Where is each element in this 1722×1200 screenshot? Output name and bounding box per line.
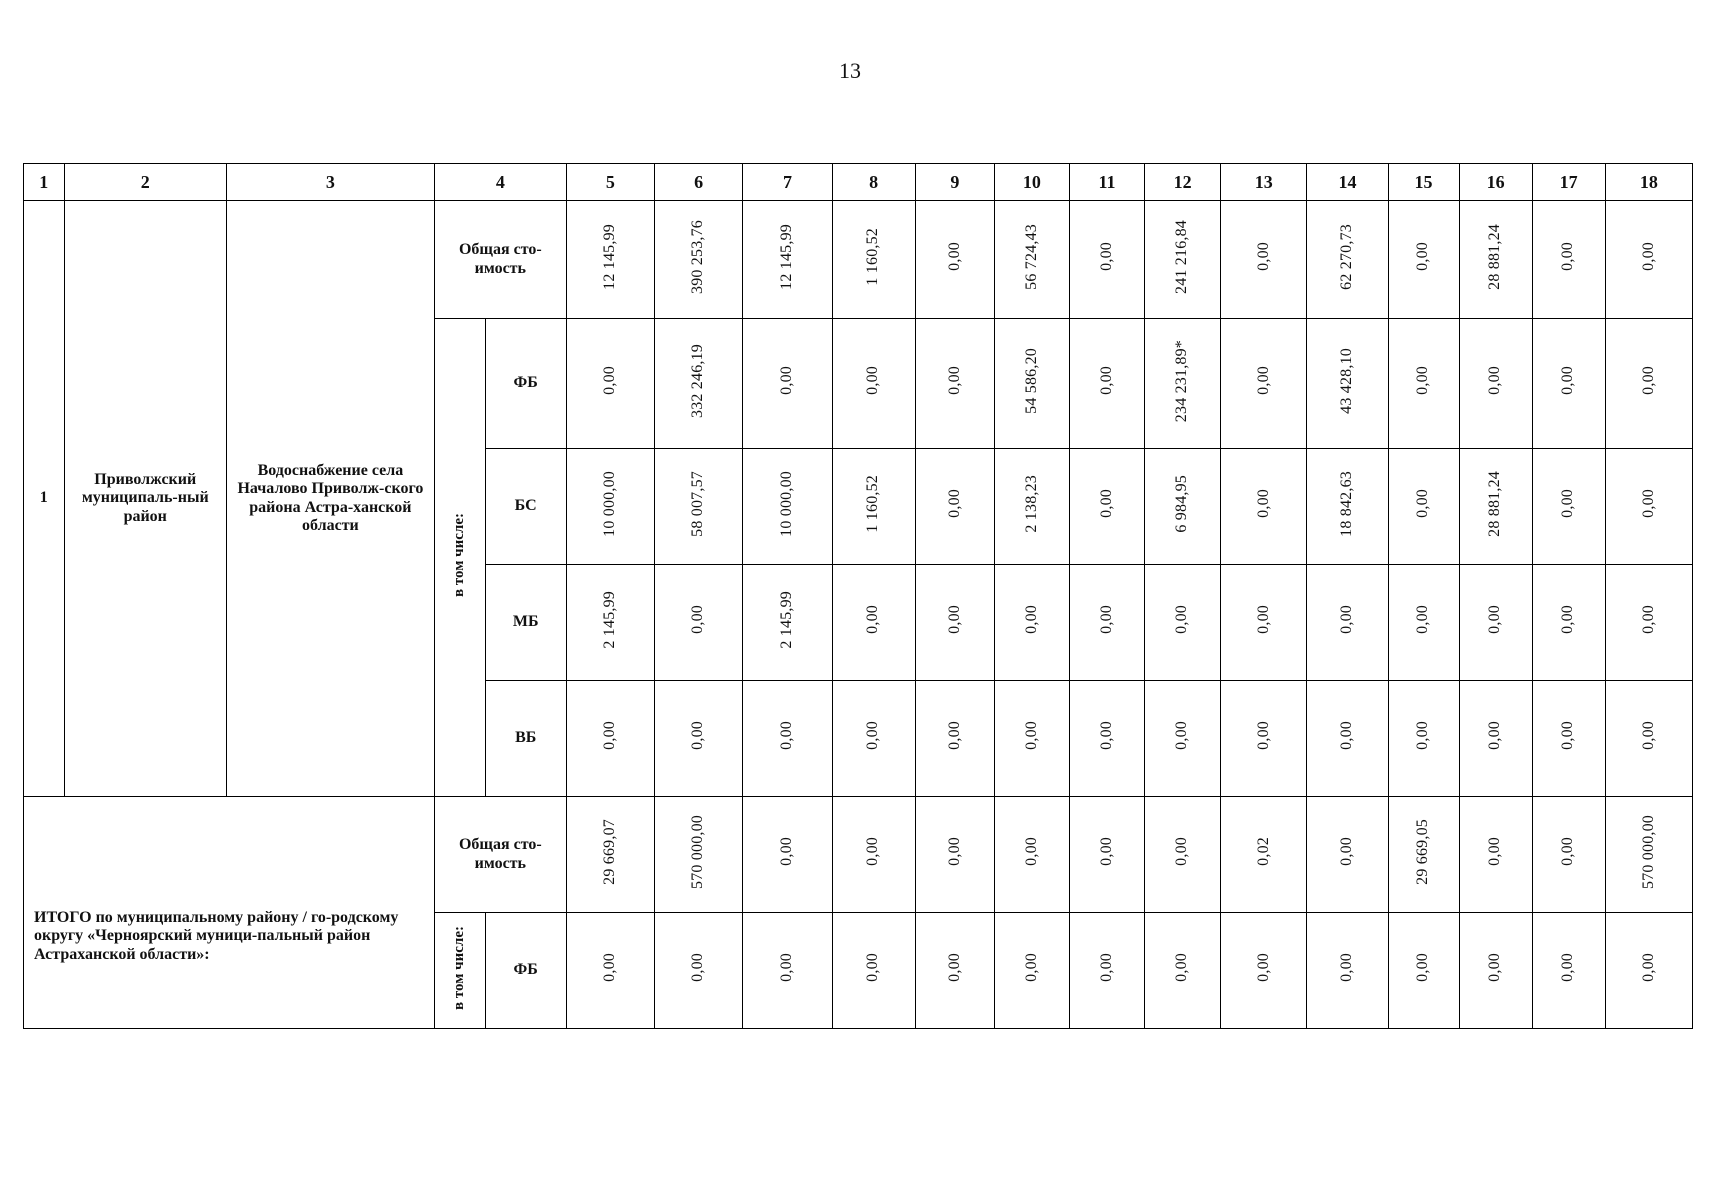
itogo-fb-value-text: 0,00 — [945, 953, 963, 983]
budget-value-text: 332 246,19 — [689, 343, 707, 418]
budget-value-text: 0,00 — [864, 366, 882, 396]
itogo-fb-value — [1605, 913, 1692, 1029]
itogo-fb-value — [655, 913, 743, 1029]
budget-source-label — [485, 681, 566, 797]
budget-value-text: 0,00 — [1338, 721, 1356, 751]
itogo-fb-value-text: 0,00 — [1254, 953, 1272, 983]
budget-value — [1145, 319, 1221, 449]
budget-value — [1532, 319, 1605, 449]
budget-value-text: 0,00 — [1486, 721, 1504, 751]
itogo-fb-value — [1532, 913, 1605, 1029]
budget-source-label — [485, 319, 566, 449]
total-value-text: 0,00 — [1254, 242, 1272, 272]
row-number-text: 1 — [39, 489, 48, 507]
budget-value-text: 0,00 — [864, 721, 882, 751]
budget-value — [832, 319, 915, 449]
itogo-fb-value-text: 0,00 — [864, 953, 882, 983]
header-cell-text: 11 — [1098, 171, 1116, 192]
budget-source-label-text: МБ — [512, 613, 539, 631]
total-value — [994, 201, 1069, 319]
header-cell — [832, 164, 915, 201]
budget-value-text: 0,00 — [945, 605, 963, 635]
total-value — [1221, 201, 1307, 319]
header-cell-text: 10 — [1022, 171, 1041, 192]
budget-value-text: 0,00 — [601, 366, 619, 396]
itogo-fb-value — [743, 913, 832, 1029]
total-value-text: 390 253,76 — [689, 219, 707, 294]
budget-value — [1307, 565, 1388, 681]
budget-value-text: 0,00 — [864, 605, 882, 635]
budget-value — [1459, 319, 1532, 449]
budget-value — [1307, 319, 1388, 449]
itogo-fb-value — [566, 913, 654, 1029]
header-cell — [1145, 164, 1221, 201]
budget-value — [1221, 565, 1307, 681]
header-cell-text: 15 — [1414, 171, 1433, 192]
total-value — [743, 201, 832, 319]
itogo-total-value — [655, 797, 743, 913]
header-cell — [1221, 164, 1307, 201]
itogo-fb-value — [1307, 913, 1388, 1029]
total-value — [566, 201, 654, 319]
budget-value — [655, 319, 743, 449]
itogo-fb-label-text: ФБ — [513, 961, 538, 979]
budget-value-text: 0,00 — [945, 489, 963, 519]
itogo-total-value — [1605, 797, 1692, 913]
budget-value — [1459, 681, 1532, 797]
budget-source-label-text: БС — [514, 497, 537, 515]
header-cell — [226, 164, 434, 201]
itogo-total-value — [743, 797, 832, 913]
budget-value-text: 6 984,95 — [1173, 475, 1191, 533]
budget-value — [1221, 681, 1307, 797]
budget-value-text: 0,00 — [1639, 489, 1657, 519]
header-cell-text: 13 — [1254, 171, 1273, 192]
budget-value — [1221, 319, 1307, 449]
total-value — [832, 201, 915, 319]
budget-value — [1532, 449, 1605, 565]
budget-source-label-text: ФБ — [513, 374, 538, 392]
budget-value-text: 2 145,99 — [778, 591, 796, 649]
budget-value — [1069, 681, 1144, 797]
total-value — [915, 201, 994, 319]
budget-value — [1388, 565, 1459, 681]
header-cell — [915, 164, 994, 201]
itogo-fb-value-text: 0,00 — [1559, 953, 1577, 983]
itogo-fb-value — [1069, 913, 1144, 1029]
itogo-total-value — [832, 797, 915, 913]
header-cell-text: 2 — [140, 171, 150, 192]
itogo-total-value-text: 0,00 — [1173, 837, 1191, 867]
budget-value-text: 0,00 — [1639, 721, 1657, 751]
budget-value — [994, 319, 1069, 449]
budget-value-text: 0,00 — [778, 721, 796, 751]
total-value-text: 12 145,99 — [601, 223, 619, 290]
budget-value-text: 0,00 — [1173, 605, 1191, 635]
budget-value — [1221, 449, 1307, 565]
itogo-fb-value-text: 0,00 — [689, 953, 707, 983]
header-cell-text: 3 — [325, 171, 335, 192]
itogo-fb-value-text: 0,00 — [601, 953, 619, 983]
budget-value — [994, 449, 1069, 565]
budget-value — [743, 319, 832, 449]
header-cell — [1069, 164, 1144, 201]
budget-value — [1532, 681, 1605, 797]
including-label — [434, 319, 485, 797]
budget-value — [743, 681, 832, 797]
budget-value — [1605, 565, 1692, 681]
budget-value-text: 0,00 — [1559, 721, 1577, 751]
total-value-text: 56 724,43 — [1022, 223, 1040, 290]
budget-value-text: 54 586,20 — [1022, 347, 1040, 414]
header-cell-text: 14 — [1338, 171, 1357, 192]
header-cell-text: 12 — [1173, 171, 1192, 192]
budget-value — [994, 565, 1069, 681]
budget-value-text: 0,00 — [778, 366, 796, 396]
itogo-fb-value-text: 0,00 — [1486, 953, 1504, 983]
budget-value-text: 28 881,24 — [1486, 470, 1504, 537]
budget-value-text: 0,00 — [1254, 366, 1272, 396]
itogo-total-value — [1459, 797, 1532, 913]
itogo-including-label — [434, 913, 485, 1029]
budget-value — [832, 681, 915, 797]
page-number: 13 — [839, 58, 861, 83]
header-cell-text: 18 — [1639, 171, 1658, 192]
header-cell — [64, 164, 226, 201]
header-cell — [1605, 164, 1692, 201]
itogo-fb-value-text: 0,00 — [1173, 953, 1191, 983]
budget-value-text: 2 145,99 — [601, 591, 619, 649]
header-cell — [743, 164, 832, 201]
itogo-fb-value-text: 0,00 — [778, 953, 796, 983]
budget-value — [1388, 449, 1459, 565]
itogo-total-value — [994, 797, 1069, 913]
budget-value-text: 0,00 — [1414, 366, 1432, 396]
total-value-text: 0,00 — [1639, 242, 1657, 272]
budget-value — [566, 565, 654, 681]
header-cell-text: 9 — [950, 171, 960, 192]
budget-value-text: 0,00 — [1559, 366, 1577, 396]
itogo-total-value — [1221, 797, 1307, 913]
object-name-text: Водоснабжение села Началово Приволж-ского района Астра-ханской области — [237, 461, 424, 534]
total-value-text: 0,00 — [945, 242, 963, 272]
budget-value-text: 10 000,00 — [778, 470, 796, 537]
budget-table — [23, 163, 1693, 1029]
budget-value-text: 0,00 — [1338, 605, 1356, 635]
itogo-fb-value — [915, 913, 994, 1029]
budget-value — [1388, 319, 1459, 449]
budget-value — [1605, 681, 1692, 797]
total-value — [655, 201, 743, 319]
header-cell — [1459, 164, 1532, 201]
itogo-total-value — [1145, 797, 1221, 913]
budget-value — [743, 565, 832, 681]
itogo-label-text: ИТОГО по муниципальному району / го-родскому округу «Черноярский муници-пальный район Астраханской области»: — [34, 908, 399, 963]
itogo-total-value — [915, 797, 994, 913]
budget-value — [1605, 319, 1692, 449]
object-name — [226, 201, 434, 797]
budget-value-text: 0,00 — [1097, 366, 1115, 396]
budget-value — [832, 449, 915, 565]
header-cell-text: 4 — [495, 171, 505, 192]
itogo-fb-value-text: 0,00 — [1097, 953, 1115, 983]
budget-value — [655, 565, 743, 681]
header-cell — [994, 164, 1069, 201]
itogo-total-value-text: 0,02 — [1254, 837, 1272, 867]
total-value-text: 12 145,99 — [778, 223, 796, 290]
budget-value-text: 0,00 — [1097, 489, 1115, 519]
budget-value — [915, 319, 994, 449]
total-cost-label — [434, 201, 566, 319]
budget-value-text: 0,00 — [1022, 605, 1040, 635]
budget-value — [655, 449, 743, 565]
itogo-total-value — [1069, 797, 1144, 913]
header-cell-text: 7 — [782, 171, 792, 192]
budget-value — [566, 681, 654, 797]
itogo-fb-value — [994, 913, 1069, 1029]
budget-value — [566, 319, 654, 449]
itogo-total-value-text: 0,00 — [1022, 837, 1040, 867]
budget-value-text: 0,00 — [1559, 489, 1577, 519]
total-value — [1307, 201, 1388, 319]
itogo-total-value-text: 0,00 — [945, 837, 963, 867]
budget-value — [832, 565, 915, 681]
itogo-total-value — [566, 797, 654, 913]
budget-value-text: 0,00 — [689, 721, 707, 751]
header-cell — [1532, 164, 1605, 201]
budget-value — [915, 565, 994, 681]
budget-value — [994, 681, 1069, 797]
header-cell-text: 1 — [39, 171, 49, 192]
itogo-total-value — [1307, 797, 1388, 913]
header-cell-text: 6 — [694, 171, 704, 192]
itogo-total-value-text: 0,00 — [778, 837, 796, 867]
header-cell-text: 16 — [1486, 171, 1505, 192]
itogo-label — [24, 797, 435, 1029]
budget-value — [1605, 449, 1692, 565]
header-cell — [434, 164, 566, 201]
table-row — [24, 201, 1693, 319]
budget-value — [1459, 565, 1532, 681]
budget-value-text: 0,00 — [1639, 366, 1657, 396]
budget-value-text: 0,00 — [1486, 366, 1504, 396]
budget-value-text: 0,00 — [1097, 721, 1115, 751]
budget-value-text: 0,00 — [1639, 605, 1657, 635]
budget-value — [566, 449, 654, 565]
budget-value — [1145, 681, 1221, 797]
itogo-total-cost-label-text: Общая сто-имость — [458, 836, 542, 872]
budget-value — [1145, 565, 1221, 681]
itogo-total-value — [1532, 797, 1605, 913]
budget-value — [1307, 681, 1388, 797]
itogo-fb-value-text: 0,00 — [1414, 953, 1432, 983]
budget-value-text: 18 842,63 — [1338, 470, 1356, 537]
itogo-total-value-text: 570 000,00 — [689, 814, 707, 889]
total-value — [1388, 201, 1459, 319]
header-row — [24, 164, 1693, 201]
itogo-total-value-text: 29 669,05 — [1414, 818, 1432, 885]
itogo-total-cost-label — [434, 797, 566, 913]
header-cell — [1388, 164, 1459, 201]
total-value-text: 241 216,84 — [1173, 219, 1191, 294]
itogo-fb-value-text: 0,00 — [1639, 953, 1657, 983]
budget-value-text: 0,00 — [601, 721, 619, 751]
itogo-fb-value — [1459, 913, 1532, 1029]
itogo-total-value — [1388, 797, 1459, 913]
header-cell — [1307, 164, 1388, 201]
budget-value-text: 10 000,00 — [601, 470, 619, 537]
budget-value-text: 0,00 — [1414, 489, 1432, 519]
budget-value-text: 0,00 — [945, 721, 963, 751]
district-name-text: Приволжский муниципаль-ный район — [81, 470, 209, 525]
budget-value-text: 0,00 — [1254, 721, 1272, 751]
total-value — [1532, 201, 1605, 319]
budget-value — [915, 681, 994, 797]
budget-value-text: 2 138,23 — [1022, 475, 1040, 533]
itogo-fb-value — [1145, 913, 1221, 1029]
itogo-fb-value — [832, 913, 915, 1029]
budget-source-label — [485, 449, 566, 565]
budget-value-text: 0,00 — [1414, 605, 1432, 635]
budget-value-text: 1 160,52 — [864, 475, 882, 533]
budget-value — [1069, 449, 1144, 565]
budget-value — [1069, 319, 1144, 449]
budget-value-text: 58 007,57 — [689, 470, 707, 537]
budget-value-text: 0,00 — [1559, 605, 1577, 635]
budget-source-label-text: ВБ — [515, 729, 537, 747]
including-label-text: в том числе: — [451, 512, 468, 597]
budget-value-text: 0,00 — [1414, 721, 1432, 751]
budget-value — [1459, 449, 1532, 565]
budget-value-text: 0,00 — [1022, 721, 1040, 751]
itogo-total-value-text: 0,00 — [1097, 837, 1115, 867]
total-value-text: 1 160,52 — [864, 228, 882, 286]
header-cell-text: 17 — [1559, 171, 1578, 192]
budget-value — [655, 681, 743, 797]
budget-value-text: 0,00 — [689, 605, 707, 635]
budget-value-text: 0,00 — [1254, 605, 1272, 635]
itogo-fb-value — [1388, 913, 1459, 1029]
budget-value-text: 0,00 — [1486, 605, 1504, 635]
header-cell-text: 8 — [869, 171, 879, 192]
total-value-text: 0,00 — [1559, 242, 1577, 272]
header-cell-text: 5 — [605, 171, 615, 192]
budget-value — [1069, 565, 1144, 681]
itogo-total-value-text: 0,00 — [864, 837, 882, 867]
total-value — [1459, 201, 1532, 319]
total-value — [1145, 201, 1221, 319]
itogo-total-row — [24, 797, 1693, 913]
budget-value-text: 0,00 — [1173, 721, 1191, 751]
itogo-fb-value-text: 0,00 — [1338, 953, 1356, 983]
itogo-fb-value — [1221, 913, 1307, 1029]
total-value-text: 0,00 — [1414, 242, 1432, 272]
row-number — [24, 201, 65, 797]
budget-value-text: 0,00 — [945, 366, 963, 396]
budget-value — [743, 449, 832, 565]
itogo-including-label-text: в том числе: — [451, 925, 468, 1010]
total-value — [1069, 201, 1144, 319]
itogo-fb-label — [485, 913, 566, 1029]
budget-value — [1145, 449, 1221, 565]
budget-value — [1532, 565, 1605, 681]
total-value-text: 62 270,73 — [1338, 223, 1356, 290]
budget-source-label — [485, 565, 566, 681]
budget-value-text: 43 428,10 — [1338, 347, 1356, 414]
budget-value — [1388, 681, 1459, 797]
total-value-text: 0,00 — [1097, 242, 1115, 272]
budget-value-text: 0,00 — [1254, 489, 1272, 519]
header-cell — [566, 164, 654, 201]
header-cell — [24, 164, 65, 201]
itogo-total-value-text: 570 000,00 — [1639, 814, 1657, 889]
itogo-total-value-text: 0,00 — [1338, 837, 1356, 867]
budget-value-text: 0,00 — [1097, 605, 1115, 635]
itogo-total-value-text: 0,00 — [1559, 837, 1577, 867]
total-cost-label-text: Общая сто-имость — [458, 241, 542, 277]
header-cell — [655, 164, 743, 201]
district-name — [64, 201, 226, 797]
itogo-fb-value-text: 0,00 — [1022, 953, 1040, 983]
budget-value-text: 234 231,89* — [1173, 339, 1191, 422]
budget-value — [1307, 449, 1388, 565]
total-value-text: 28 881,24 — [1486, 223, 1504, 290]
itogo-total-value-text: 29 669,07 — [601, 818, 619, 885]
total-value — [1605, 201, 1692, 319]
itogo-total-value-text: 0,00 — [1486, 837, 1504, 867]
budget-value — [915, 449, 994, 565]
